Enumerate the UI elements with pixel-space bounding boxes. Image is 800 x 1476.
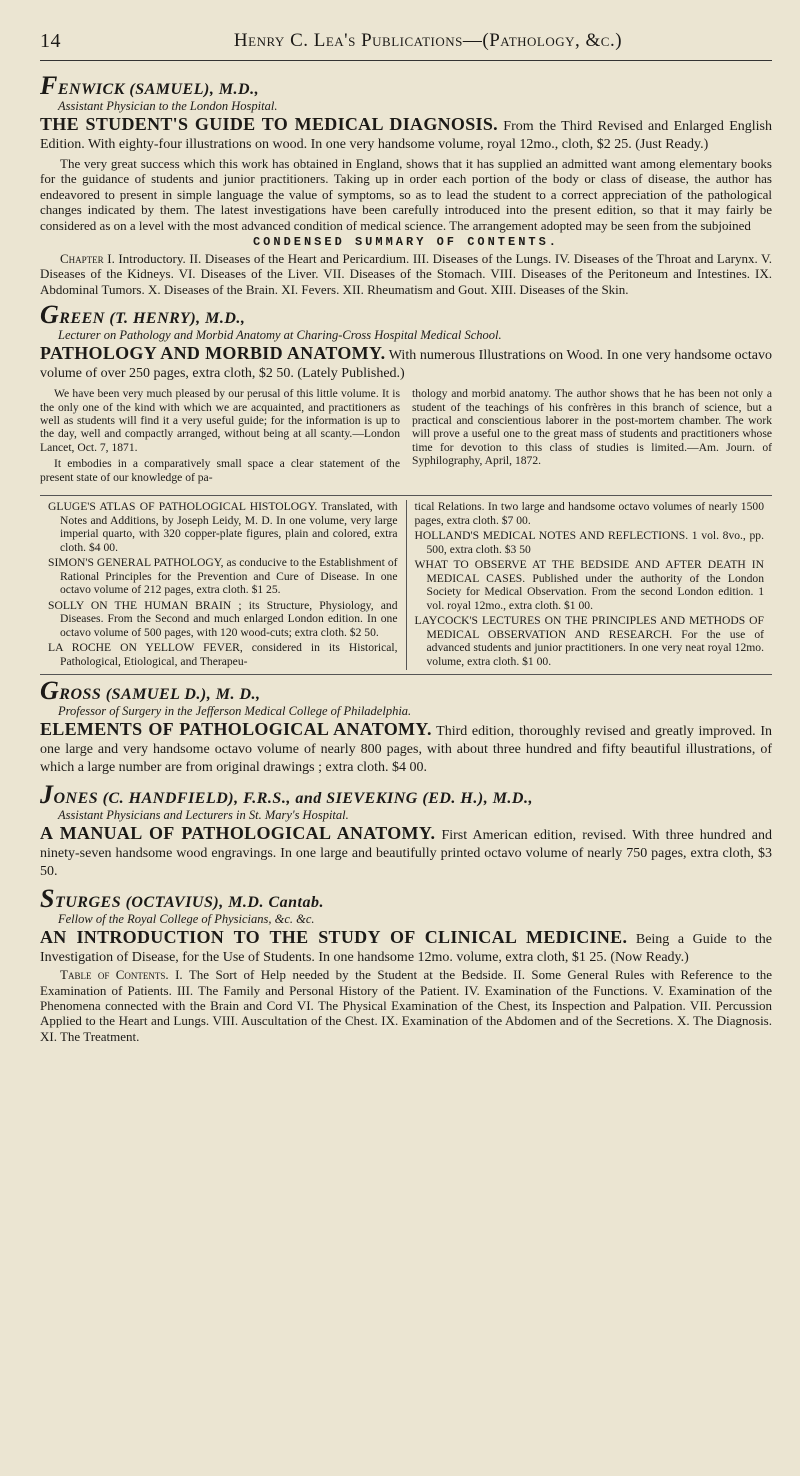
book-title: PATHOLOGY AND MORBID ANATOMY. [40, 343, 386, 364]
book-listing [40, 720, 772, 777]
author-initial: S [40, 884, 55, 914]
book-item: GLUGE'S ATLAS OF PATHOLOGICAL HISTOLOGY. Translated, with Notes and Additions, by Joseph Leidy, M. D. In one volume, very large imperial quarto, with 320 copper-plate figures, plain and colored, extra cloth. $4 00. [48, 500, 398, 554]
book-item: WHAT TO OBSERVE AT THE BEDSIDE AND AFTER DEATH IN MEDICAL CASES. Published under the authority of the London Society for Medical Observation. From the second London edition. 1 vol. royal 12mo., extra cloth. $1 00. [414, 558, 764, 612]
table-of-contents [40, 967, 772, 1044]
book-title: AN INTRODUCTION TO THE STUDY OF CLINICAL MEDICINE. [40, 927, 628, 948]
author-heading [40, 676, 772, 706]
other-books-right [406, 500, 773, 670]
author-name: ROSS (SAMUEL D.), M. D., [59, 686, 261, 704]
page-number: 14 [40, 30, 61, 52]
author-affiliation: Assistant Physicians and Lecturers in St. Mary's Hospital. [58, 808, 349, 823]
author-name: TURGES (OCTAVIUS), M.D. Cantab. [54, 894, 324, 912]
book-notice: The very great success which this work has obtained in England, shows that it has supplied an admitted want among elementary books for the guidance of students and junior practitioners. Taking up in order each portion of the body or class of disease, the author has endeavored to present in simple language the value of symptoms, so as to lead the student to a correct appreciation of the pathological changes indicated by them. The latest investigations have been carefully introduced into the present edition, so that it may fairly be considered as on a level with the most advanced condition of medical science. The arrangement adopted may be seen from the subjoined [40, 156, 772, 233]
book-item: LAYCOCK'S LECTURES ON THE PRINCIPLES AND METHODS OF MEDICAL OBSERVATION AND RESEARCH. For the use of advanced students and junior practitioners. In one very neat royal 12mo. volume, extra cloth. $1 00. [414, 614, 764, 668]
contents-heading: CONDENSED SUMMARY OF CONTENTS. [252, 235, 560, 250]
entry-jones [40, 780, 773, 881]
book-listing [40, 928, 772, 967]
other-books-left [40, 500, 406, 670]
author-initial: J [40, 780, 54, 810]
review-column-left [40, 387, 400, 487]
book-description: Being a Guide to the Investigation of Disease, for the Use of Students. In one handsome 12mo. volume, extra cloth, $1 25. (Now Ready.) [40, 932, 773, 966]
book-title: A MANUAL OF PATHOLOGICAL ANATOMY. [40, 823, 436, 844]
chapter-text: I. Introductory. II. Diseases of the Heart and Pericardium. III. Diseases of the Lungs. IV. Diseases of the Throat and Larynx. V. Diseases of the Kidneys. VI. Diseases of the Liver. VII. Diseases of the Stomach. VIII. Diseases of the Peritoneum and Intestines. IX. Abdominal Tumors. X. Diseases of the Brain. XI. Fevers. XII. Rheumatism and Gout. XIII. Diseases of the Skin. [40, 251, 773, 297]
review-text: thology and morbid anatomy. The author shows that he has been not only a student of the teachings of his confrères in this branch of science, but a practical and conscientious laborer in the post-mortem chamber. The work will prove a useful one to the great mass of students and practitioners whose time for devotion to this class of studies is limited.—Am. Journ. of Syphilography, April, 1872. [412, 387, 772, 468]
author-heading [40, 884, 772, 914]
book-item: SOLLY ON THE HUMAN BRAIN ; its Structure, Physiology, and Diseases. From the Second and much enlarged London edition. In one octavo volume of 500 pages, with 120 wood-cuts; extra cloth. $2 50. [48, 598, 398, 639]
chapter-list [40, 251, 772, 297]
book-description: From the Third Revised and Enlarged English Edition. With eighty-four illustrations on wood. In one very handsome volume, royal 12mo., cloth, $2 25. (Just Ready.) [40, 119, 772, 152]
review-text: We have been very much pleased by our perusal of this little volume. It is the only one of the kind with which we are acquainted, and practitioners as well as students will find it a very useful guide; for the information is up to the day, well and compactly arranged, without being at all scanty.—London Lancet, Oct. 7, 1871. [40, 387, 400, 454]
book-item: HOLLAND'S MEDICAL NOTES AND REFLECTIONS. 1 vol. 8vo., pp. 500, extra cloth. $3 50 [414, 529, 764, 556]
author-affiliation: Fellow of the Royal College of Physicians, &c. &c. [58, 912, 315, 927]
book-description: With numerous Illustrations on Wood. In one very handsome octavo volume of over 250 pages, extra cloth, $2 50. (Lately Published.) [40, 348, 773, 382]
header-rule [40, 60, 772, 61]
author-affiliation: Assistant Physician to the London Hospital. [58, 99, 278, 113]
author-name: REEN (T. HENRY), M.D., [59, 310, 246, 328]
entry-fenwick [40, 71, 773, 297]
author-heading [40, 71, 772, 100]
other-books-box [40, 495, 772, 675]
entry-green [40, 300, 773, 487]
book-item: SIMON'S GENERAL PATHOLOGY, as conducive to the Establishment of Rational Principles for the Prevention and Cure of Disease. In one octavo volume of 212 pages, extra cloth. $1 25. [48, 556, 398, 597]
book-listing [40, 824, 772, 881]
review-text: It embodies in a comparatively small space a clear statement of the present state of our knowledge of pa- [40, 457, 400, 484]
entry-sturges [40, 884, 773, 1044]
running-title: Henry C. Lea's Publications—(Pathology, &c.) [233, 30, 623, 51]
book-description: First American edition, revised. With three hundred and ninety-seven handsome wood engravings. In one large and beautifully printed octavo volume of nearly 750 pages, extra cloth, $3 50. [40, 828, 773, 880]
page-content [40, 71, 773, 1052]
author-initial: G [40, 676, 60, 706]
review-columns [40, 387, 772, 487]
author-initial: G [40, 300, 60, 330]
toc-text: I. The Sort of Help needed by the Student at the Bedside. II. Some General Rules with Reference to the Examination of Patients. III. The Family and Personal History of the Patient. IV. Examination of the Functions. V. Examination of the Phenomena connected with the Brain and Cord VI. The Physical Examination of the Chest, its Inspection and Palpation. VII. Percussion Applied to the Heart and Lungs. VIII. Auscultation of the Chest. IX. Examination of the Abdomen and of the Secretions. X. The Diagnosis. XI. The Treatment. [40, 967, 772, 1044]
author-affiliation: Professor of Surgery in the Jefferson Medical College of Philadelphia. [58, 704, 412, 719]
book-title: THE STUDENT'S GUIDE TO MEDICAL DIAGNOSIS. [40, 114, 498, 134]
running-head [40, 26, 772, 60]
author-heading [40, 780, 772, 810]
book-title: ELEMENTS OF PATHOLOGICAL ANATOMY. [40, 719, 432, 740]
author-heading [40, 300, 772, 330]
author-initial: F [40, 71, 58, 100]
book-description: Third edition, thoroughly revised and greatly improved. In one large and very handsome octavo volume of nearly 800 pages, with about three hundred and fifty beautiful illustrations, of which a large number are from original drawings ; extra cloth. $4 00. [40, 724, 773, 776]
author-name: ONES (C. HANDFIELD), F.R.S., and SIEVEKING (ED. H.), M.D., [53, 790, 533, 808]
entry-gross [40, 676, 773, 777]
review-column-right [412, 387, 772, 487]
chapter-label: Chapter [60, 251, 104, 267]
book-item: tical Relations. In two large and handsome octavo volumes of nearly 1500 pages, extra cloth. $7 00. [414, 500, 764, 527]
book-item: LA ROCHE ON YELLOW FEVER, considered in its Historical, Pathological, Etiological, and Therapeu- [48, 641, 398, 668]
author-affiliation: Lecturer on Pathology and Morbid Anatomy at Charing-Cross Hospital Medical School. [58, 328, 502, 343]
toc-label: Table of Contents. [60, 967, 169, 983]
book-listing [40, 344, 772, 383]
book-listing [40, 115, 772, 154]
author-name: ENWICK (SAMUEL), M.D., [57, 81, 260, 98]
